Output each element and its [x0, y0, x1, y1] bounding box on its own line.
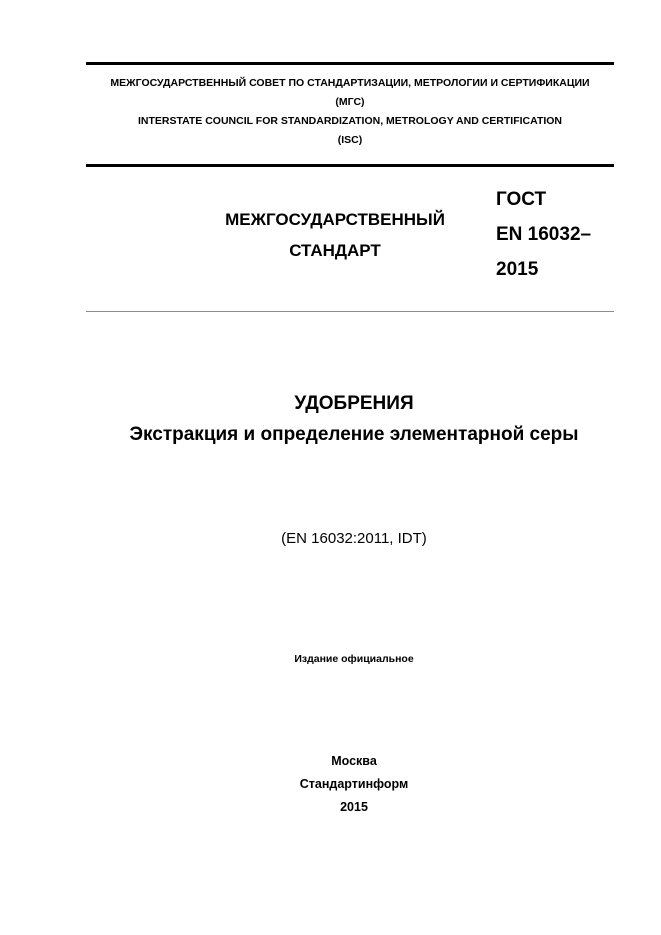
imprint-publisher: Стандартинформ	[299, 777, 409, 791]
edition-note: Издание официальное	[294, 653, 414, 665]
standard-type-line2: СТАНДАРТ	[289, 241, 381, 260]
imprint-year: 2015	[340, 800, 368, 814]
council-ru-block	[86, 74, 614, 112]
top-rule	[86, 62, 614, 65]
standard-type-line1: МЕЖГОСУДАРСТВЕННЫЙ	[225, 210, 445, 229]
title-sub: Экстракция и определение элементарной серы	[129, 424, 579, 445]
standard-code-line3: 2015	[496, 259, 539, 280]
document-title	[86, 390, 622, 452]
council-en-name: INTERSTATE COUNCIL FOR STANDARDIZATION, METROLOGY AND CERTIFICATION	[137, 115, 563, 127]
title-main: УДОБРЕНИЯ	[294, 393, 414, 414]
council-ru-abbr: (МГС)	[335, 96, 365, 108]
standard-code-line2: EN 16032–	[496, 224, 592, 245]
council-en-abbr: (ISC)	[337, 134, 363, 146]
imprint-city: Москва	[331, 754, 377, 768]
council-ru-name: МЕЖГОСУДАРСТВЕННЫЙ СОВЕТ ПО СТАНДАРТИЗАЦИИ, МЕТРОЛОГИИ И СЕРТИФИКАЦИИ	[110, 77, 590, 89]
council-en-block	[86, 112, 614, 150]
standard-type	[190, 204, 480, 266]
middle-rule	[86, 164, 614, 167]
imprint	[86, 750, 622, 819]
standard-code-line1: ГОСТ	[496, 189, 547, 210]
equivalence-note: (EN 16032:2011, IDT)	[281, 530, 427, 547]
standard-code	[496, 182, 636, 287]
thin-rule	[86, 311, 614, 312]
